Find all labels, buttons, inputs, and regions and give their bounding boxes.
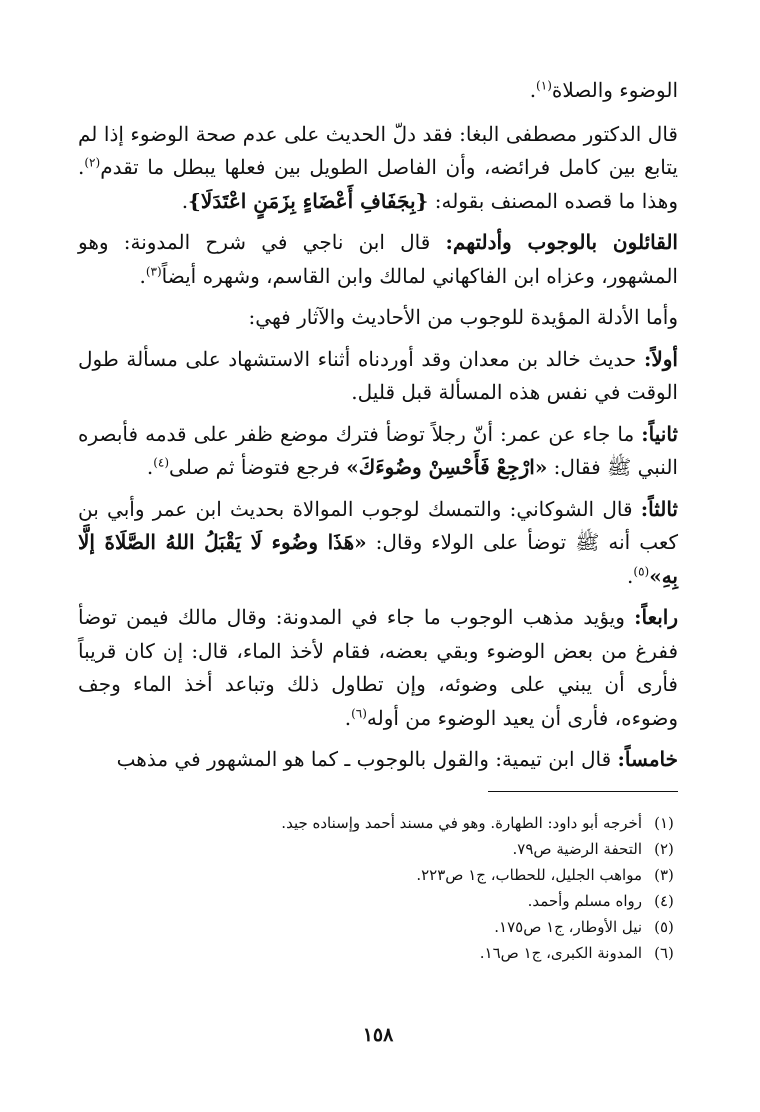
- paragraph-tail: .: [139, 263, 146, 288]
- paragraph-1: [78, 74, 678, 108]
- point-label: أولاً:: [643, 346, 678, 371]
- footnote-text: أخرجه أبو داود: الطهارة. وهو في مسند أحمد وإسناده جيد.: [281, 813, 642, 832]
- footnote-text: التحفة الرضية ص٧٩.: [512, 839, 642, 858]
- footnote-ref[interactable]: (٢): [84, 155, 101, 170]
- section-heading: القائلون بالوجوب وأدلتهم:: [445, 230, 678, 254]
- paragraph-9: [78, 743, 678, 777]
- paragraph-text: ما جاء عن عمر: أنّ رجلاً توضأ فترك موضع ظفر على قدمه فأبصره النبي ﷺ فقال:: [78, 421, 678, 479]
- hadith-quote: «ارْجِعْ فَأَحْسِنْ وضُوءَكَ»: [346, 455, 548, 479]
- paragraph-tail: .: [344, 705, 352, 730]
- footnote-number: (٢): [654, 839, 674, 858]
- paragraph-text: قال ابن تيمية: والقول بالوجوب ـ كما هو المشهور في مذهب: [116, 747, 618, 771]
- footnote-number: (٣): [654, 865, 674, 884]
- footnote-item: [78, 940, 678, 966]
- footnote-text: المدونة الكبرى، ج١ ص١٦.: [479, 943, 642, 962]
- footnote-divider: [488, 791, 678, 792]
- footnote-item: [78, 914, 678, 940]
- point-label: رابعاً:: [634, 605, 678, 629]
- footnote-number: (٦): [654, 943, 674, 962]
- paragraph-text: قال الدكتور مصطفى البغا: فقد دلّ الحديث على عدم صحة الوضوء إذا لم يتابع بين كامل فرائضه، وأن الفاصل الطويل بين فعلها يبطل ما تقدم: [78, 121, 678, 179]
- paragraph-text: قال ابن ناجي في شرح المدونة: وهو المشهور، وعزاه ابن الفاكهاني لمالك وابن القاسم، وشهره أيضاً: [78, 230, 678, 288]
- paragraph-text: الوضوء والصلاة: [551, 78, 678, 102]
- paragraph-3: [78, 226, 678, 293]
- paragraph-text: قال الشوكاني: والتمسك لوجوب الموالاة بحديث ابن عمر وأبي بن كعب أنه ﷺ توضأ على الولاء وقال:: [78, 496, 679, 554]
- footnote-item: [78, 810, 678, 836]
- document-page: [78, 74, 678, 1054]
- footnote-number: (٥): [654, 917, 674, 936]
- paragraph-tail: . وهذا ما قصده المصنف بقوله:: [78, 155, 678, 213]
- footnote-item: [78, 836, 678, 862]
- verse-quote: {بِجَفَافِ أَعْضَاءٍ بِزَمَنٍ اعْتَدَلَا}: [188, 188, 429, 213]
- hadith-quote: «هَذَا وضُوء لَا يَقْبَلُ اللهُ الصَّلَاةَ إلَّا بِهِ»: [78, 530, 678, 588]
- footnote-ref[interactable]: (١): [536, 78, 552, 93]
- footnote-ref[interactable]: (٤): [153, 455, 170, 470]
- paragraph-tail: .: [146, 455, 154, 479]
- page-number: ١٥٨: [362, 1024, 394, 1046]
- paragraph-text: حديث خالد بن معدان وقد أوردناه أثناء الاستشهاد على مسألة طول الوقت في نفس هذه المسألة قبل قليل.: [78, 346, 678, 404]
- paragraph-8: [78, 601, 678, 735]
- footnote-text: نيل الأوطار، ج١ ص١٧٥.: [494, 917, 642, 936]
- paragraph-5: [78, 343, 678, 410]
- footnote-text: مواهب الجليل، للحطاب، ج١ ص٢٢٣.: [416, 865, 642, 884]
- paragraph-text: وأما الأدلة المؤيدة للوجوب من الأحاديث والآثار فهي:: [248, 305, 678, 329]
- paragraph-tail: .: [529, 78, 537, 102]
- point-label: ثانياً:: [641, 421, 678, 446]
- paragraph-tail: .: [181, 188, 189, 213]
- paragraph-2: [78, 118, 678, 219]
- footnote-ref[interactable]: (٣): [145, 263, 162, 278]
- paragraph-4: [78, 301, 678, 335]
- footnote-text: رواه مسلم وأحمد.: [527, 891, 642, 910]
- footnote-number: (١): [654, 813, 674, 832]
- point-label: ثالثاً:: [640, 496, 678, 521]
- footnote-item: [78, 862, 678, 888]
- paragraph-text: ويؤيد مذهب الوجوب ما جاء في المدونة: وقال مالك فيمن توضأ ففرغ من بعض الوضوء وبقي بعضه، فقام لأخذ الماء، قال: إن كان قريباً فأرى أن يبني على وضوئه، وإن تطاول ذلك وتباعد أخذ الماء وجف وضوءه، فأرى أن يعيد الوضوء من أوله: [78, 605, 678, 730]
- paragraph-6: [78, 418, 678, 485]
- paragraph-text: فرجع فتوضأ ثم صلى: [169, 455, 347, 479]
- paragraph-tail: .: [627, 563, 634, 588]
- footnote-ref[interactable]: (٦): [351, 705, 367, 720]
- paragraph-7: [78, 493, 678, 594]
- point-label: خامساً:: [617, 747, 678, 771]
- footnote-ref[interactable]: (٥): [633, 563, 650, 578]
- footnote-list: [78, 810, 678, 966]
- footnote-number: (٤): [654, 891, 674, 910]
- footnote-item: [78, 888, 678, 914]
